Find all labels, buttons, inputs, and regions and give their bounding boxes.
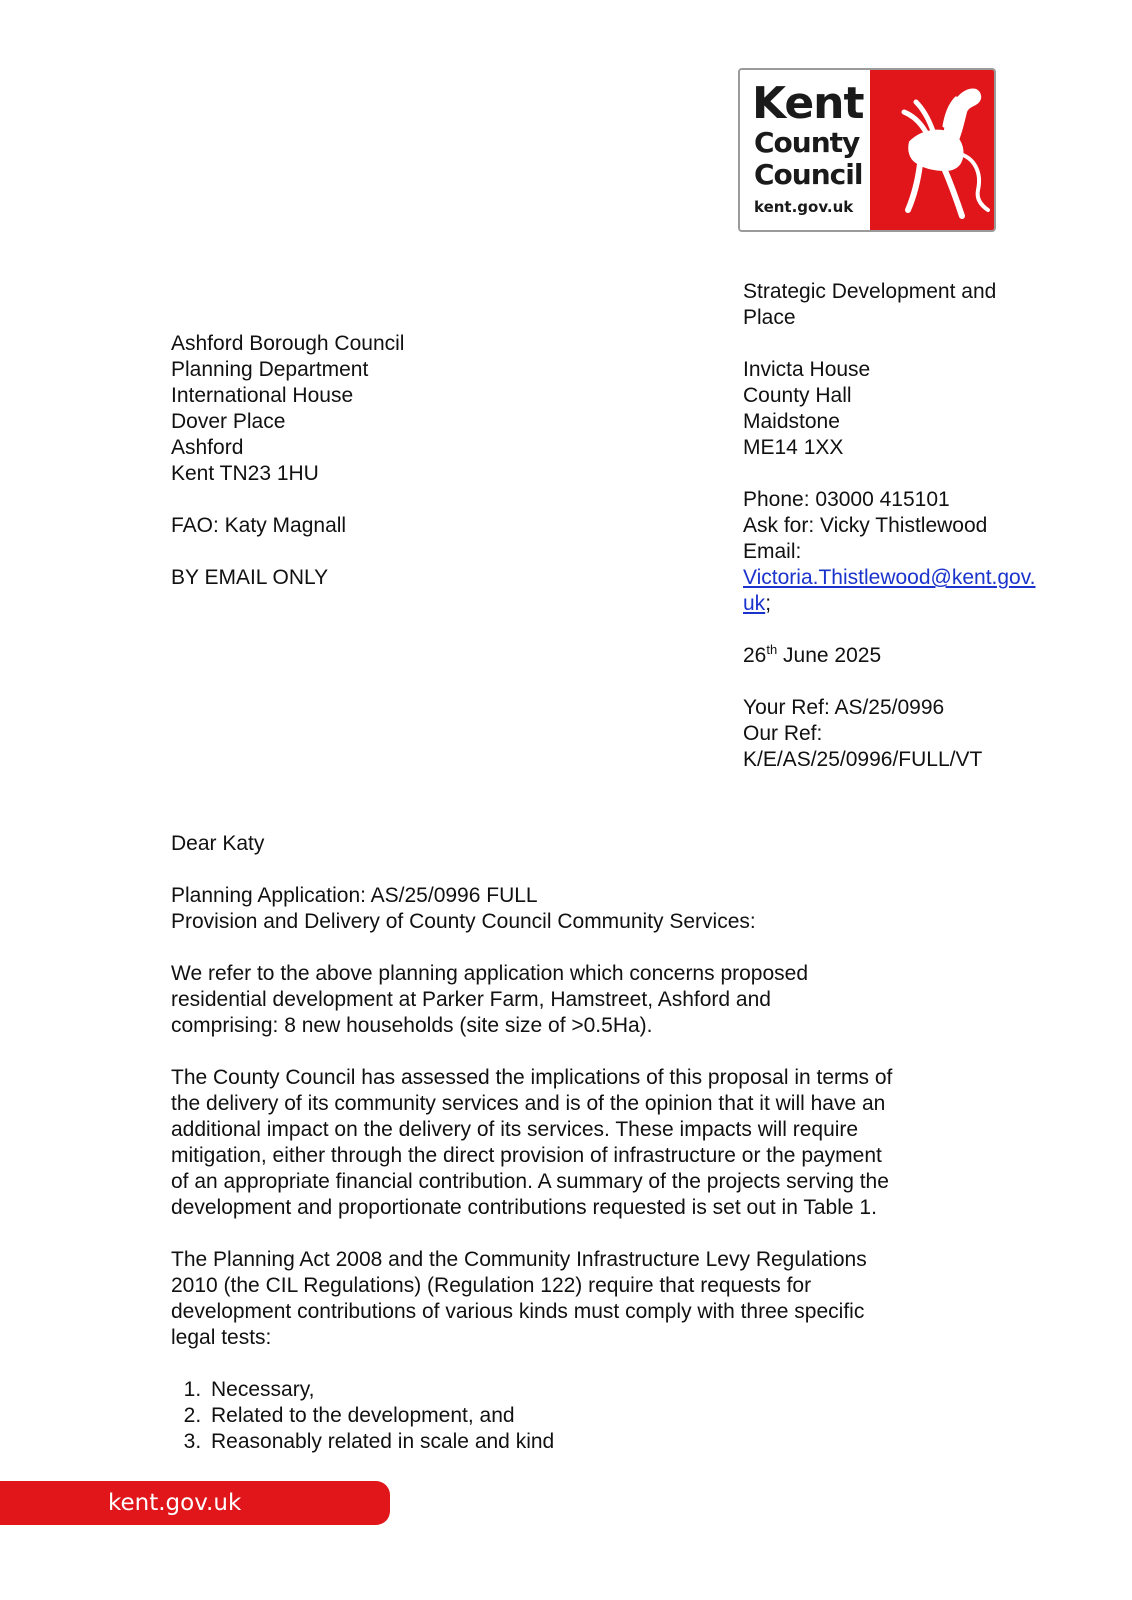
our-ref-value: K/E/AS/25/0996/FULL/VT	[743, 748, 983, 771]
recipient-address	[171, 331, 404, 591]
logo-url: kent.gov.uk	[754, 198, 854, 216]
subject-line: Provision and Delivery of County Council Community Services:	[171, 910, 756, 933]
logo-county: County	[754, 126, 860, 159]
email-suffix: ;	[765, 592, 772, 615]
paragraph-2: The County Council has assessed the implications of this proposal in terms of the delivery of its community services and is of the opinion that it will have an additional impact on the delivery of its services. These impacts will require mitigation, either through the direct provision of infrastructure or the payment of an appropriate financial contribution. A summary of the projects serving the development and proportionate contributions requested is set out in Table 1.	[171, 1066, 893, 1219]
sender-address-line: County Hall	[743, 384, 852, 407]
recipient-line: Dover Place	[171, 410, 286, 433]
legal-tests-list	[171, 1377, 971, 1455]
footer-brand-bar	[0, 1481, 390, 1525]
recipient-line: International House	[171, 384, 354, 407]
invicta-horse-panel	[870, 70, 994, 230]
phone-line: Phone: 03000 415101	[743, 488, 950, 511]
department-line: Strategic Development and	[743, 280, 997, 303]
paragraph-1: We refer to the above planning application which concerns proposed residential development at Parker Farm, Hamstreet, Ashford and comprising: 8 new households (site size of >0.5Ha).	[171, 962, 809, 1037]
subject-line: Planning Application: AS/25/0996 FULL	[171, 884, 538, 907]
letter-body	[171, 831, 971, 1455]
logo-council: Council	[754, 158, 863, 191]
invicta-horse-icon	[870, 70, 996, 230]
paragraph-3: The Planning Act 2008 and the Community Infrastructure Levy Regulations 2010 (the CIL Regulations) (Regulation 122) require that requests for development contributions of various kinds must comply with three specific legal tests:	[171, 1248, 867, 1349]
sender-address-line: Invicta House	[743, 358, 871, 381]
list-item: 2. Related to the development, and	[207, 1403, 971, 1429]
list-item: 3. Reasonably related in scale and kind	[207, 1429, 971, 1455]
salutation: Dear Katy	[171, 832, 265, 855]
kent-county-council-logo	[738, 68, 996, 232]
delivery-note: BY EMAIL ONLY	[171, 566, 329, 589]
recipient-line: Ashford	[171, 436, 244, 459]
your-ref: Your Ref: AS/25/0996	[743, 696, 945, 719]
sender-address-line: Maidstone	[743, 410, 840, 433]
recipient-line: Kent TN23 1HU	[171, 462, 319, 485]
email-link-continued[interactable]: uk	[743, 592, 766, 615]
footer-url: kent.gov.uk	[108, 1490, 242, 1516]
sender-details	[743, 279, 1073, 773]
email-label: Email:	[743, 540, 802, 563]
date-day: 26	[743, 644, 767, 667]
subject	[171, 883, 971, 935]
email-link-block-2	[743, 591, 1073, 617]
email-link-block	[743, 565, 1073, 591]
letter-date	[743, 643, 1073, 669]
email-link[interactable]: Victoria.Thistlewood@kent.gov.	[743, 566, 1036, 589]
fao-line: FAO: Katy Magnall	[171, 514, 347, 537]
our-ref-label: Our Ref:	[743, 722, 823, 745]
list-item: 1. Necessary,	[207, 1377, 971, 1403]
ask-for-line: Ask for: Vicky Thistlewood	[743, 514, 988, 537]
date-month-year: June 2025	[777, 644, 882, 667]
recipient-line: Ashford Borough Council	[171, 332, 405, 355]
recipient-line: Planning Department	[171, 358, 369, 381]
logo-kent: Kent	[752, 78, 864, 129]
logo-text-panel	[740, 70, 870, 230]
sender-address-line: ME14 1XX	[743, 436, 844, 459]
department-line: Place	[743, 306, 796, 329]
date-ordinal: th	[766, 642, 778, 657]
